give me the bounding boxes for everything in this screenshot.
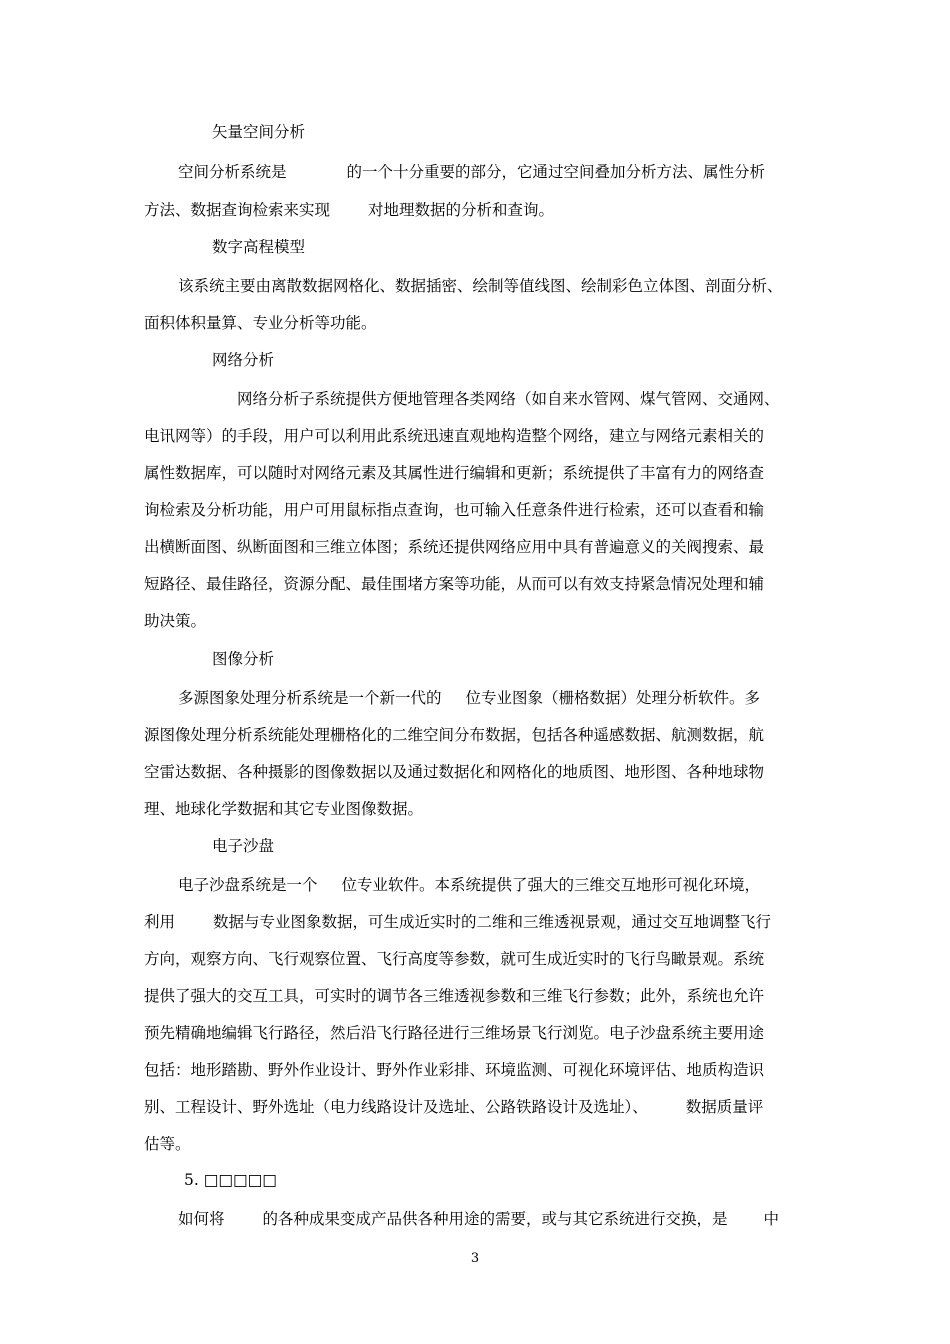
paragraph-line: 询检索及分析功能，用户可用鼠标指点查询，也可输入任意条件进行检索，还可以查看和输 bbox=[144, 501, 765, 519]
heading-image-analysis: 图像分析 bbox=[212, 650, 275, 668]
paragraph-line: 短路径、最佳路径，资源分配、最佳围堵方案等功能，从而可以有效支持紧急情况处理和辅 bbox=[144, 575, 765, 593]
paragraph-line: 提供了强大的交互工具，可实时的调节各三维透视参数和三维飞行参数；此外，系统也允许 bbox=[144, 987, 765, 1005]
paragraph-line: 网络分析子系统提供方便地管理各类网络（如自来水管网、煤气管网、交通网、 bbox=[237, 390, 780, 408]
paragraph-line: 方法、数据查询检索来实现 对地理数据的分析和查询。 bbox=[144, 201, 555, 219]
heading-network: 网络分析 bbox=[212, 351, 275, 369]
paragraph-line: 包括：地形踏勘、野外作业设计、野外作业彩排、环境监测、可视化环境评估、地质构造识 bbox=[144, 1061, 765, 1079]
paragraph-line: 别、工程设计、野外选址（电力线路设计及选址、公路铁路设计及选址）、 数据质量评 bbox=[144, 1098, 764, 1116]
paragraph-line: 方向，观察方向、飞行观察位置、飞行高度等参数，就可生成近实时的飞行鸟瞰景观。系统 bbox=[144, 950, 765, 968]
paragraph-line: 面积体积量算、专业分析等功能。 bbox=[144, 314, 377, 332]
paragraph-line: 源图像处理分析系统能处理栅格化的二维空间分布数据，包括各种遥感数据、航测数据，航 bbox=[144, 726, 765, 744]
paragraph-line: 助决策。 bbox=[144, 612, 207, 630]
heading-sand-table: 电子沙盘 bbox=[212, 837, 275, 855]
paragraph-line: 理、地球化学数据和其它专业图像数据。 bbox=[144, 800, 424, 818]
paragraph-line: 属性数据库，可以随时对网络元素及其属性进行编辑和更新；系统提供了丰富有力的网络查 bbox=[144, 464, 765, 482]
paragraph-line: 该系统主要由离散数据网格化、数据插密、绘制等值线图、绘制彩色立体图、剖面分析、 bbox=[178, 277, 783, 295]
page-number: 3 bbox=[470, 1251, 480, 1266]
paragraph-line: 如何将 的各种成果变成产品供各种用途的需要，或与其它系统进行交换，是 中 bbox=[178, 1210, 780, 1228]
heading-dem: 数字高程模型 bbox=[212, 238, 306, 256]
paragraph-line: 电讯网等）的手段，用户可以利用此系统迅速直观地构造整个网络，建立与网络元素相关的 bbox=[144, 427, 765, 445]
paragraph-line: 空间分析系统是 的一个十分重要的部分，它通过空间叠加分析方法、属性分析 bbox=[178, 163, 766, 181]
paragraph-line: 估等。 bbox=[144, 1135, 191, 1153]
heading-vector-analysis: 矢量空间分析 bbox=[212, 123, 306, 141]
paragraph-line: 出横断面图、纵断面图和三维立体图；系统还提供网络应用中具有普遍意义的关阀搜索、最 bbox=[144, 538, 765, 556]
heading-section-5: 5. □□□□□ bbox=[184, 1171, 277, 1189]
paragraph-line: 空雷达数据、各种摄影的图像数据以及通过数据化和网格化的地质图、地形图、各种地球物 bbox=[144, 763, 765, 781]
paragraph-line: 利用 数据与专业图象数据，可生成近实时的二维和三维透视景观，通过交互地调整飞行 bbox=[144, 913, 772, 931]
paragraph-line: 电子沙盘系统是一个 位专业软件。本系统提供了强大的三维交互地形可视化环境， bbox=[178, 876, 761, 894]
paragraph-line: 预先精确地编辑飞行路径，然后沿飞行路径进行三维场景飞行浏览。电子沙盘系统主要用途 bbox=[144, 1024, 765, 1042]
paragraph-line: 多源图象处理分析系统是一个新一代的 位专业图象（栅格数据）处理分析软件。多 bbox=[178, 689, 761, 707]
